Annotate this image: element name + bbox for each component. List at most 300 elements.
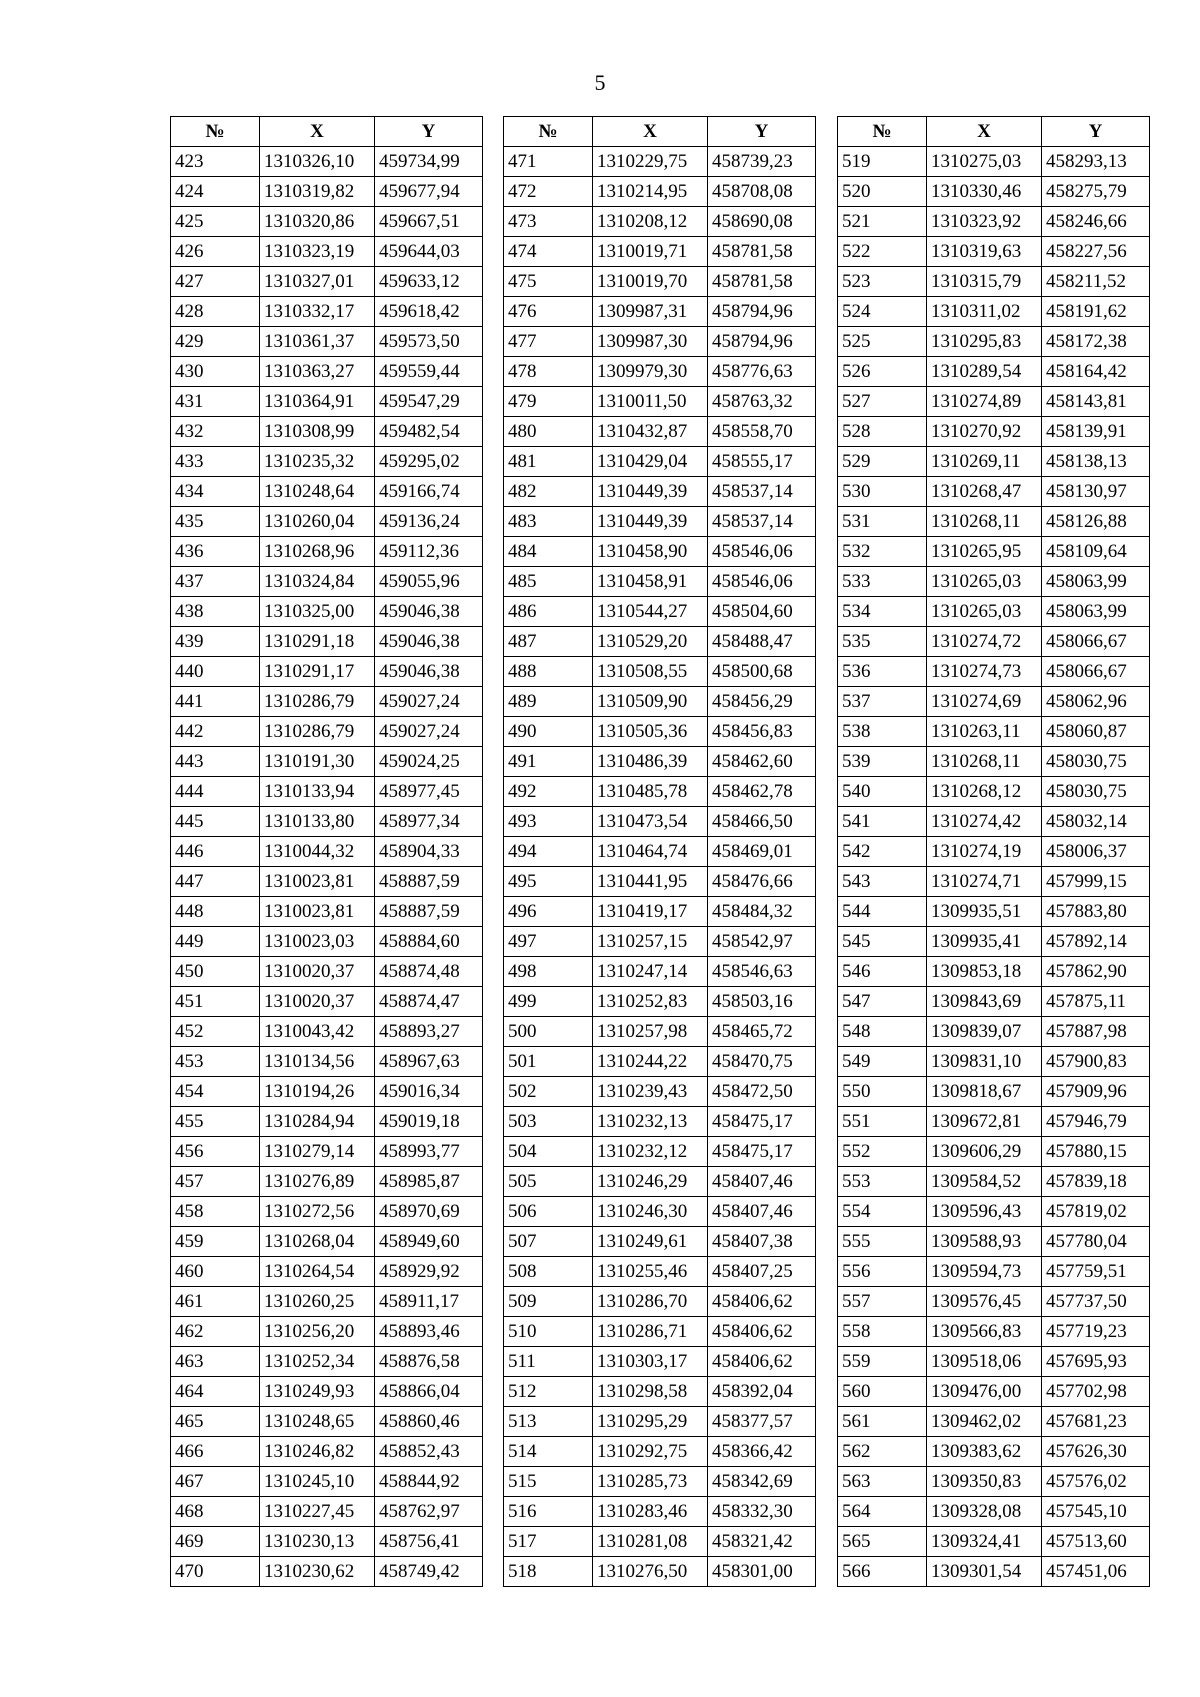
cell-y: 459019,18 [375, 1107, 483, 1137]
cell-y: 458293,13 [1042, 147, 1150, 177]
cell-y: 459618,42 [375, 297, 483, 327]
cell-y: 458884,60 [375, 927, 483, 957]
cell-x: 1309935,51 [927, 897, 1042, 927]
cell-number: 481 [504, 447, 593, 477]
cell-y: 458191,62 [1042, 297, 1150, 327]
cell-y: 458763,32 [708, 387, 816, 417]
cell-y: 457862,90 [1042, 957, 1150, 987]
cell-y: 458762,97 [375, 1497, 483, 1527]
cell-number: 517 [504, 1527, 593, 1557]
cell-x: 1310230,13 [260, 1527, 375, 1557]
cell-x: 1310473,54 [593, 807, 708, 837]
cell-x: 1310244,22 [593, 1047, 708, 1077]
cell-y: 458893,46 [375, 1317, 483, 1347]
cell-x: 1310276,89 [260, 1167, 375, 1197]
cell-number: 546 [838, 957, 927, 987]
cell-number: 510 [504, 1317, 593, 1347]
cell-x: 1310023,03 [260, 927, 375, 957]
cell-y: 458893,27 [375, 1017, 483, 1047]
cell-y: 458407,38 [708, 1227, 816, 1257]
cell-y: 458977,45 [375, 777, 483, 807]
cell-y: 459644,03 [375, 237, 483, 267]
table-row [838, 507, 1150, 537]
cell-x: 1310276,50 [593, 1557, 708, 1587]
cell-x: 1310274,19 [927, 837, 1042, 867]
cell-number: 486 [504, 597, 593, 627]
table-row [504, 507, 816, 537]
cell-number: 463 [171, 1347, 260, 1377]
table-row [171, 1077, 483, 1107]
table-row [504, 147, 816, 177]
cell-number: 518 [504, 1557, 593, 1587]
cell-y: 458377,57 [708, 1407, 816, 1437]
cell-y: 457900,83 [1042, 1047, 1150, 1077]
cell-x: 1310269,11 [927, 447, 1042, 477]
cell-y: 458392,04 [708, 1377, 816, 1407]
cell-number: 522 [838, 237, 927, 267]
cell-y: 457946,79 [1042, 1107, 1150, 1137]
cell-x: 1310246,30 [593, 1197, 708, 1227]
table-row [504, 1407, 816, 1437]
cell-y: 458301,00 [708, 1557, 816, 1587]
table-row [504, 1437, 816, 1467]
cell-number: 440 [171, 657, 260, 687]
cell-number: 450 [171, 957, 260, 987]
table-row [838, 447, 1150, 477]
cell-number: 562 [838, 1437, 927, 1467]
cell-number: 547 [838, 987, 927, 1017]
cell-y: 457892,14 [1042, 927, 1150, 957]
table-row [504, 177, 816, 207]
cell-y: 457576,02 [1042, 1467, 1150, 1497]
cell-x: 1310134,56 [260, 1047, 375, 1077]
cell-x: 1309818,67 [927, 1077, 1042, 1107]
cell-x: 1310232,12 [593, 1137, 708, 1167]
cell-y: 459027,24 [375, 717, 483, 747]
cell-y: 458164,42 [1042, 357, 1150, 387]
table-row [171, 747, 483, 777]
cell-y: 459046,38 [375, 627, 483, 657]
cell-x: 1309987,31 [593, 297, 708, 327]
cell-x: 1309584,52 [927, 1167, 1042, 1197]
cell-number: 540 [838, 777, 927, 807]
cell-y: 458406,62 [708, 1347, 816, 1377]
cell-number: 472 [504, 177, 593, 207]
cell-y: 457819,02 [1042, 1197, 1150, 1227]
table-row [504, 897, 816, 927]
cell-x: 1309328,08 [927, 1497, 1042, 1527]
cell-y: 458406,62 [708, 1317, 816, 1347]
cell-number: 552 [838, 1137, 927, 1167]
cell-number: 494 [504, 837, 593, 867]
table-row [504, 1137, 816, 1167]
cell-x: 1310268,04 [260, 1227, 375, 1257]
cell-y: 458456,83 [708, 717, 816, 747]
cell-number: 523 [838, 267, 927, 297]
column-header-y: Y [708, 117, 816, 147]
table-row [838, 1497, 1150, 1527]
cell-y: 458227,56 [1042, 237, 1150, 267]
cell-y: 459573,50 [375, 327, 483, 357]
cell-number: 493 [504, 807, 593, 837]
cell-x: 1309462,02 [927, 1407, 1042, 1437]
table-row [504, 1197, 816, 1227]
cell-number: 527 [838, 387, 927, 417]
table-row [171, 867, 483, 897]
table-header-row [504, 117, 816, 147]
cell-y: 458470,75 [708, 1047, 816, 1077]
cell-x: 1310260,04 [260, 507, 375, 537]
table-row [838, 177, 1150, 207]
cell-number: 503 [504, 1107, 593, 1137]
cell-y: 457780,04 [1042, 1227, 1150, 1257]
cell-y: 458143,81 [1042, 387, 1150, 417]
cell-number: 429 [171, 327, 260, 357]
cell-number: 496 [504, 897, 593, 927]
cell-y: 458781,58 [708, 237, 816, 267]
cell-x: 1310255,46 [593, 1257, 708, 1287]
cell-number: 439 [171, 627, 260, 657]
cell-x: 1310268,96 [260, 537, 375, 567]
cell-y: 458407,25 [708, 1257, 816, 1287]
cell-y: 458407,46 [708, 1167, 816, 1197]
table-row [171, 507, 483, 537]
cell-x: 1309301,54 [927, 1557, 1042, 1587]
cell-x: 1310303,17 [593, 1347, 708, 1377]
cell-y: 459547,29 [375, 387, 483, 417]
table-row [838, 1527, 1150, 1557]
cell-y: 458462,60 [708, 747, 816, 777]
cell-x: 1310248,64 [260, 477, 375, 507]
cell-x: 1310260,25 [260, 1287, 375, 1317]
table-row [171, 597, 483, 627]
cell-number: 459 [171, 1227, 260, 1257]
cell-x: 1310270,92 [927, 417, 1042, 447]
cell-number: 554 [838, 1197, 927, 1227]
table-row [838, 417, 1150, 447]
table-row [171, 777, 483, 807]
cell-x: 1310292,75 [593, 1437, 708, 1467]
cell-y: 458985,87 [375, 1167, 483, 1197]
cell-y: 458555,17 [708, 447, 816, 477]
cell-y: 457626,30 [1042, 1437, 1150, 1467]
table-row [171, 417, 483, 447]
cell-y: 458977,34 [375, 807, 483, 837]
cell-x: 1310449,39 [593, 477, 708, 507]
cell-number: 456 [171, 1137, 260, 1167]
cell-x: 1310268,12 [927, 777, 1042, 807]
cell-x: 1310249,61 [593, 1227, 708, 1257]
cell-number: 484 [504, 537, 593, 567]
cell-number: 558 [838, 1317, 927, 1347]
cell-number: 487 [504, 627, 593, 657]
table-row [838, 1107, 1150, 1137]
cell-x: 1310291,17 [260, 657, 375, 687]
table-row [504, 357, 816, 387]
cell-number: 455 [171, 1107, 260, 1137]
cell-x: 1310274,73 [927, 657, 1042, 687]
cell-x: 1310252,34 [260, 1347, 375, 1377]
cell-number: 543 [838, 867, 927, 897]
table-row [171, 207, 483, 237]
table-row [838, 1317, 1150, 1347]
cell-x: 1310235,32 [260, 447, 375, 477]
cell-x: 1309672,81 [927, 1107, 1042, 1137]
cell-x: 1310191,30 [260, 747, 375, 777]
cell-number: 432 [171, 417, 260, 447]
cell-x: 1309987,30 [593, 327, 708, 357]
cell-x: 1309594,73 [927, 1257, 1042, 1287]
cell-number: 526 [838, 357, 927, 387]
cell-x: 1310275,03 [927, 147, 1042, 177]
cell-y: 458749,42 [375, 1557, 483, 1587]
cell-x: 1310133,94 [260, 777, 375, 807]
cell-y: 458488,47 [708, 627, 816, 657]
cell-x: 1310248,65 [260, 1407, 375, 1437]
cell-x: 1310043,42 [260, 1017, 375, 1047]
table-row [504, 1377, 816, 1407]
cell-y: 458321,42 [708, 1527, 816, 1557]
cell-y: 457513,60 [1042, 1527, 1150, 1557]
cell-number: 464 [171, 1377, 260, 1407]
cell-number: 430 [171, 357, 260, 387]
cell-number: 531 [838, 507, 927, 537]
cell-y: 457451,06 [1042, 1557, 1150, 1587]
cell-y: 458030,75 [1042, 777, 1150, 807]
cell-number: 471 [504, 147, 593, 177]
cell-number: 452 [171, 1017, 260, 1047]
table-row [171, 447, 483, 477]
table-row [838, 1437, 1150, 1467]
cell-number: 532 [838, 537, 927, 567]
cell-x: 1310232,13 [593, 1107, 708, 1137]
cell-x: 1310229,75 [593, 147, 708, 177]
cell-number: 507 [504, 1227, 593, 1257]
table-row [171, 1017, 483, 1047]
cell-y: 458866,04 [375, 1377, 483, 1407]
cell-number: 479 [504, 387, 593, 417]
cell-x: 1310019,71 [593, 237, 708, 267]
cell-number: 533 [838, 567, 927, 597]
table-row [171, 1167, 483, 1197]
cell-x: 1310230,62 [260, 1557, 375, 1587]
cell-y: 459667,51 [375, 207, 483, 237]
table-row [504, 447, 816, 477]
cell-y: 458558,70 [708, 417, 816, 447]
cell-y: 457880,15 [1042, 1137, 1150, 1167]
table-row [171, 1377, 483, 1407]
cell-x: 1310364,91 [260, 387, 375, 417]
cell-y: 458911,17 [375, 1287, 483, 1317]
table-row [171, 1137, 483, 1167]
cell-x: 1310289,54 [927, 357, 1042, 387]
cell-y: 458465,72 [708, 1017, 816, 1047]
cell-number: 447 [171, 867, 260, 897]
cell-number: 467 [171, 1467, 260, 1497]
table-row [171, 927, 483, 957]
table-row [171, 687, 483, 717]
cell-x: 1310286,71 [593, 1317, 708, 1347]
cell-y: 458500,68 [708, 657, 816, 687]
table-row [171, 567, 483, 597]
cell-y: 458472,50 [708, 1077, 816, 1107]
cell-x: 1310274,71 [927, 867, 1042, 897]
table-row [838, 597, 1150, 627]
cell-y: 457681,23 [1042, 1407, 1150, 1437]
table-row [171, 1227, 483, 1257]
cell-x: 1310486,39 [593, 747, 708, 777]
cell-number: 535 [838, 627, 927, 657]
cell-x: 1310315,79 [927, 267, 1042, 297]
cell-number: 549 [838, 1047, 927, 1077]
cell-y: 458504,60 [708, 597, 816, 627]
table-row [838, 387, 1150, 417]
table-row [504, 537, 816, 567]
cell-x: 1309979,30 [593, 357, 708, 387]
cell-y: 458475,17 [708, 1137, 816, 1167]
cell-x: 1310214,95 [593, 177, 708, 207]
table-row [504, 1287, 816, 1317]
cell-number: 469 [171, 1527, 260, 1557]
table-row [171, 1287, 483, 1317]
table-row [171, 897, 483, 927]
table-row [171, 1347, 483, 1377]
cell-number: 485 [504, 567, 593, 597]
coordinates-table [170, 116, 483, 1587]
cell-y: 458476,66 [708, 867, 816, 897]
table-row [838, 717, 1150, 747]
cell-y: 458546,63 [708, 957, 816, 987]
cell-y: 458690,08 [708, 207, 816, 237]
table-row [504, 1317, 816, 1347]
cell-number: 475 [504, 267, 593, 297]
table-row [504, 1227, 816, 1257]
cell-y: 458776,63 [708, 357, 816, 387]
cell-x: 1310458,91 [593, 567, 708, 597]
cell-number: 451 [171, 987, 260, 1017]
cell-x: 1310327,01 [260, 267, 375, 297]
cell-x: 1309576,45 [927, 1287, 1042, 1317]
table-row [504, 1527, 816, 1557]
cell-x: 1310245,10 [260, 1467, 375, 1497]
cell-y: 458887,59 [375, 867, 483, 897]
table-row [171, 1047, 483, 1077]
cell-y: 458708,08 [708, 177, 816, 207]
cell-number: 435 [171, 507, 260, 537]
cell-y: 458342,69 [708, 1467, 816, 1497]
cell-x: 1309588,93 [927, 1227, 1042, 1257]
table-row [838, 957, 1150, 987]
column-header-y: Y [1042, 117, 1150, 147]
cell-y: 457545,10 [1042, 1497, 1150, 1527]
cell-number: 530 [838, 477, 927, 507]
cell-x: 1310529,20 [593, 627, 708, 657]
table-row [838, 1167, 1150, 1197]
cell-y: 458246,66 [1042, 207, 1150, 237]
cell-number: 462 [171, 1317, 260, 1347]
table-row [171, 1257, 483, 1287]
cell-number: 497 [504, 927, 593, 957]
table-header-row [171, 117, 483, 147]
table-row [504, 1257, 816, 1287]
cell-number: 465 [171, 1407, 260, 1437]
table-row [838, 1287, 1150, 1317]
cell-y: 457839,18 [1042, 1167, 1150, 1197]
cell-number: 441 [171, 687, 260, 717]
table-row [838, 537, 1150, 567]
cell-x: 1310485,78 [593, 777, 708, 807]
column-header-number: № [171, 117, 260, 147]
table-row [838, 327, 1150, 357]
cell-y: 458406,62 [708, 1287, 816, 1317]
cell-number: 438 [171, 597, 260, 627]
table-row [171, 1557, 483, 1587]
cell-x: 1310265,03 [927, 597, 1042, 627]
cell-y: 459482,54 [375, 417, 483, 447]
cell-number: 519 [838, 147, 927, 177]
table-row [504, 747, 816, 777]
cell-x: 1310286,70 [593, 1287, 708, 1317]
table-row [504, 237, 816, 267]
cell-number: 511 [504, 1347, 593, 1377]
cell-number: 553 [838, 1167, 927, 1197]
table-row [838, 927, 1150, 957]
table-row [838, 237, 1150, 267]
cell-number: 544 [838, 897, 927, 927]
cell-number: 545 [838, 927, 927, 957]
cell-x: 1310325,00 [260, 597, 375, 627]
cell-number: 477 [504, 327, 593, 357]
cell-number: 506 [504, 1197, 593, 1227]
cell-number: 495 [504, 867, 593, 897]
table-row [171, 807, 483, 837]
cell-x: 1310295,29 [593, 1407, 708, 1437]
cell-y: 458211,52 [1042, 267, 1150, 297]
cell-number: 457 [171, 1167, 260, 1197]
cell-x: 1310449,39 [593, 507, 708, 537]
cell-x: 1309853,18 [927, 957, 1042, 987]
cell-y: 457702,98 [1042, 1377, 1150, 1407]
cell-number: 448 [171, 897, 260, 927]
cell-y: 458109,64 [1042, 537, 1150, 567]
cell-x: 1310279,14 [260, 1137, 375, 1167]
cell-x: 1310441,95 [593, 867, 708, 897]
cell-number: 454 [171, 1077, 260, 1107]
cell-x: 1310464,74 [593, 837, 708, 867]
table-row [504, 807, 816, 837]
cell-number: 476 [504, 297, 593, 327]
cell-y: 457695,93 [1042, 1347, 1150, 1377]
cell-y: 457909,96 [1042, 1077, 1150, 1107]
cell-x: 1310283,46 [593, 1497, 708, 1527]
table-row [504, 1467, 816, 1497]
cell-x: 1310274,72 [927, 627, 1042, 657]
table-row [504, 657, 816, 687]
cell-x: 1310265,03 [927, 567, 1042, 597]
cell-number: 458 [171, 1197, 260, 1227]
table-row [171, 1467, 483, 1497]
cell-number: 444 [171, 777, 260, 807]
cell-number: 534 [838, 597, 927, 627]
cell-x: 1310274,69 [927, 687, 1042, 717]
cell-x: 1310044,32 [260, 837, 375, 867]
cell-x: 1310544,27 [593, 597, 708, 627]
column-header-x: X [260, 117, 375, 147]
cell-x: 1310257,15 [593, 927, 708, 957]
cell-number: 555 [838, 1227, 927, 1257]
cell-y: 459112,36 [375, 537, 483, 567]
cell-x: 1310274,42 [927, 807, 1042, 837]
